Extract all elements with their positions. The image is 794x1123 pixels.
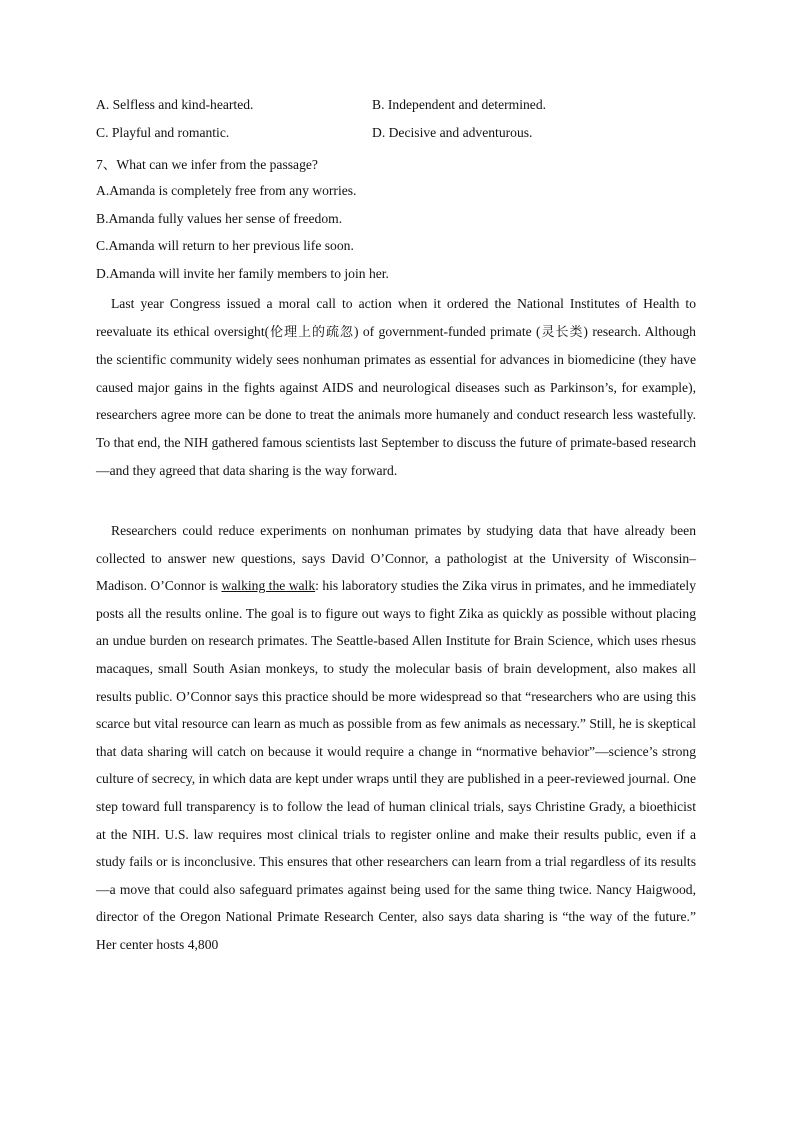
- paragraph-1-text-b: ) of government-funded primate (: [353, 323, 541, 339]
- underlined-phrase: walking the walk: [221, 578, 316, 594]
- q6-option-b: B. Independent and determined.: [372, 97, 547, 112]
- q7-option-d: D.Amanda will invite her family members to join her.: [96, 266, 389, 281]
- q7-stem: 7、What can we infer from the passage?: [96, 157, 318, 172]
- paragraph-1-text-c: ) research. Although the scientific community widely sees nonhuman primates as essential for advances in biomedicine (they have caused major gains in the fights against AIDS and neurological diseases such as Parkinson’s, for example), researchers agree more can be done to treat the animals more humanely and conduct research less wastefully. To that end, the NIH gathered famous scientists last September to discuss the future of primate-based research—and they agreed that data sharing is the way forward.: [96, 323, 696, 478]
- q6-option-d: D. Decisive and adventurous.: [372, 125, 533, 140]
- passage-paragraph-1: [96, 290, 696, 484]
- paragraph-2-text-b: : his laboratory studies the Zika virus in primates, and he immediately posts all the results online. The goal is to figure out ways to fight Zika as quickly as possible without placing an undue burden on research primates. The Seattle-based Allen Institute for Brain Science, which uses rhesus macaques, small South Asian monkeys, to study the molecular basis of brain development, also makes all results public. O’Connor says this practice should be more widespread so that “researchers who are using this scarce but vital resource can learn as much as possible from as few animals as necessary.” Still, he is skeptical that data sharing will catch on because it would require a change in “normative behavior”—science’s strong culture of secrecy, in which data are kept under wraps until they are published in a peer-reviewed journal. One step toward full transparency is to follow the lead of human clinical trials, says Christine Grady, a bioethicist at the NIH. U.S. law requires most clinical trials to register online and make their results public, even if a study fails or is inconclusive. This ensures that other researchers can learn from a trial regardless of its results—a move that could also safeguard primates against being used for the same thing twice. Nancy Haigwood, director of the Oregon National Primate Research Center, also says data sharing is “the way of the future.” Her center hosts 4,800: [96, 578, 696, 952]
- q6-options-row-2: [96, 125, 706, 145]
- q7-option-b: B.Amanda fully values her sense of freedom.: [96, 211, 343, 226]
- chinese-gloss-primate: 灵长类: [540, 324, 584, 340]
- q6-option-c: C. Playful and romantic.: [96, 125, 230, 140]
- paragraph-1-text-a: Last year Congress issued a moral call to action when it ordered the National Institutes of Health to reevaluate its ethical oversight(: [96, 296, 696, 339]
- q7-option-a: A.Amanda is completely free from any worries.: [96, 183, 357, 198]
- q7-option-c: C.Amanda will return to her previous life soon.: [96, 238, 354, 253]
- q6-options-row-1: [96, 97, 706, 117]
- chinese-gloss-oversight: 伦理上的疏忽: [269, 324, 354, 340]
- q6-option-a: A. Selfless and kind-hearted.: [96, 97, 254, 112]
- passage-paragraph-2: [96, 517, 696, 959]
- paragraph-2-text-a: Researchers could reduce experiments on nonhuman primates by studying data that have already been collected to answer new questions, says David O’Connor, a pathologist at the University of Wisconsin–Madison. O’Connor is: [96, 523, 696, 594]
